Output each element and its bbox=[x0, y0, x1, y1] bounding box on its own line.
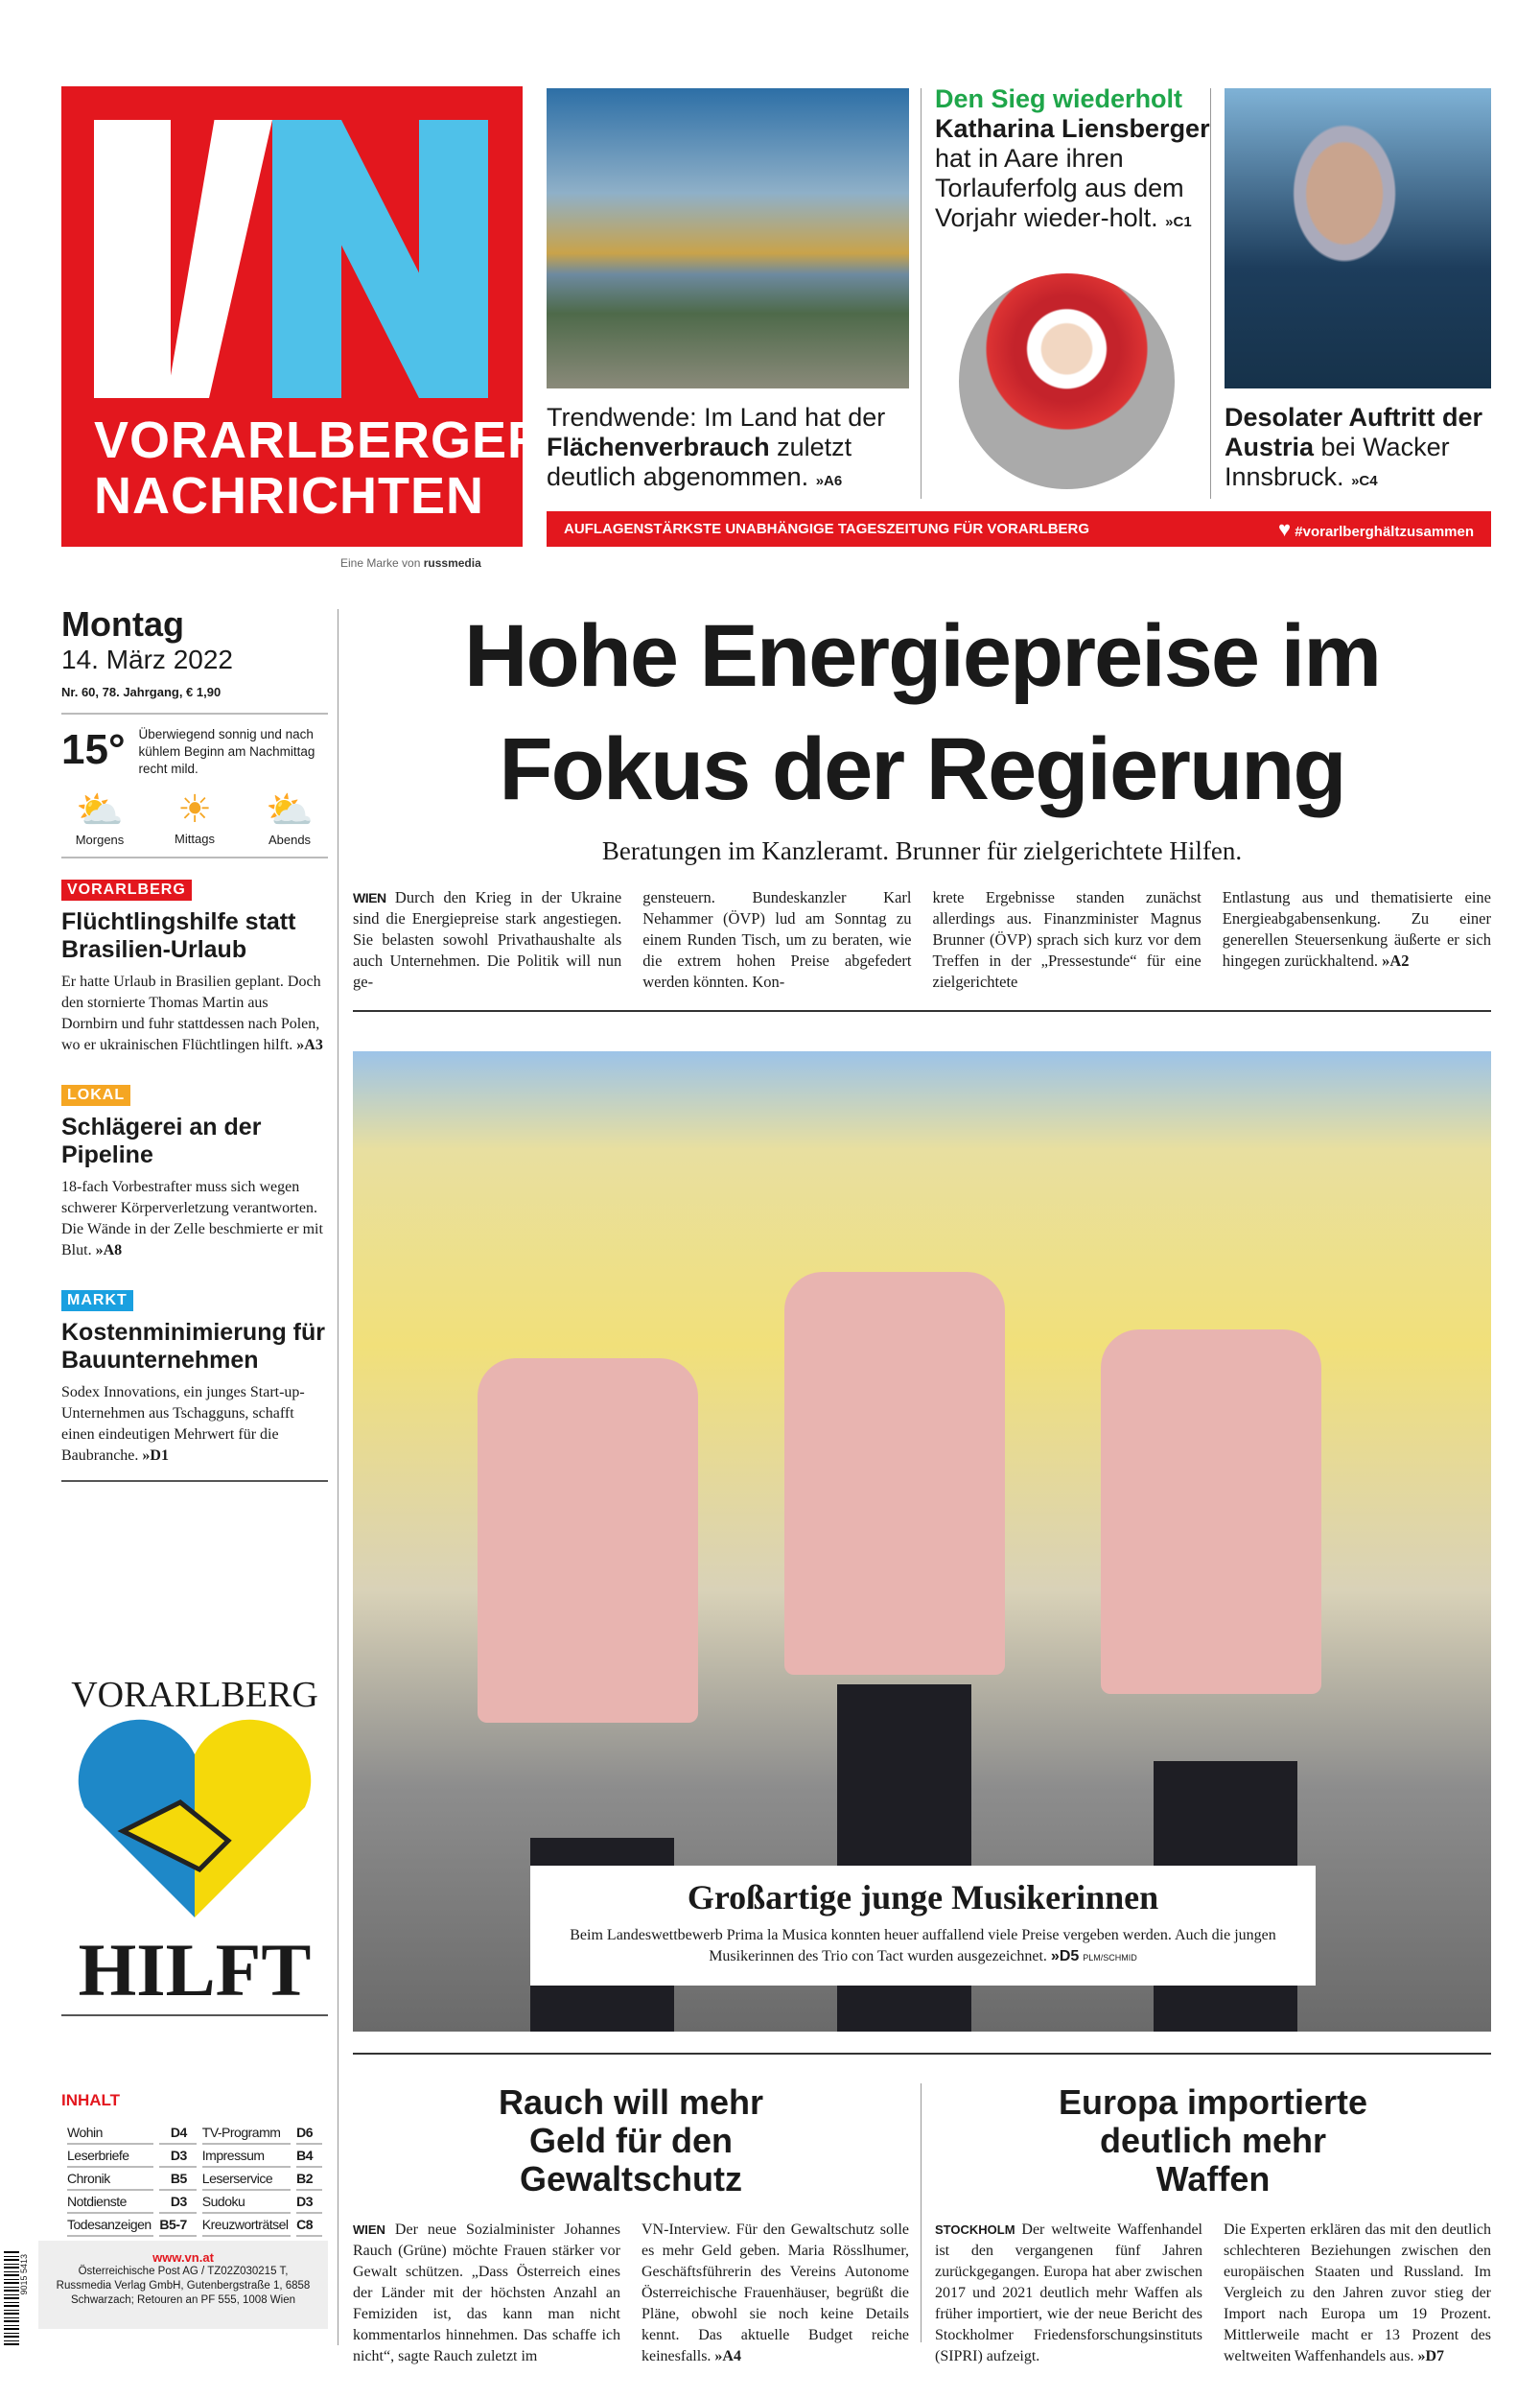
contents-page: B5-7 bbox=[159, 2214, 197, 2237]
page-ref[interactable]: »A2 bbox=[1382, 952, 1410, 970]
partly-cloudy-icon: ⛅ bbox=[266, 789, 314, 832]
rule bbox=[353, 2053, 1491, 2055]
landscape-photo[interactable] bbox=[547, 88, 909, 388]
contents-section: Impressum bbox=[202, 2145, 291, 2168]
vorarlberg-hilft-logo[interactable]: VORARLBERG HILFT bbox=[61, 1674, 328, 2016]
side-story[interactable]: LOKAL Schlägerei an der Pipeline 18-fach Vorbestrafter muss sich wegen schwerer Körperverletzung verantworten. Die Wände in der Zelle beschmierte er mit Blut. »A8 bbox=[61, 1087, 323, 1258]
contents-row[interactable] bbox=[67, 2191, 322, 2214]
contents: INHALT Wohin D4 TV-Programm D6 Leserbriefe D3 Impressum B4 Chronik B5 Leserservice B2 Notdienste D3 Sudoku D3 Todesanzeigen B5-7 Kreuzworträtsel C8 bbox=[61, 2091, 328, 2237]
sun-icon: ☀ bbox=[177, 788, 212, 831]
teaser-austria[interactable]: Desolater Auftritt der Austria bei Wacker Innsbruck. »C4 bbox=[1225, 403, 1483, 491]
divider bbox=[1210, 88, 1211, 499]
temperature: 15° bbox=[61, 726, 126, 773]
contents-section: Chronik bbox=[67, 2168, 153, 2191]
side-story[interactable]: VORARLBERG Flüchtlingshilfe statt Brasilien-Urlaub Er hatte Urlaub in Brasilien geplant. Doch den stornierte Thomas Martin aus Dornbirn und fuhr stattdessen nach Polen, wo er ukrainischen Flüchtlingen hilft. »A3 bbox=[61, 882, 323, 1053]
contents-section: Todesanzeigen bbox=[67, 2214, 153, 2237]
story-waffen[interactable]: Europa importierte deutlich mehr Waffen STOCKHOLM Der weltweite Waffenhandel ist den vergangenen fünf Jahren zurückgegangen. Europa hat aber zwischen 2017 und 2021 deutlich mehr Waffen als früher importiert, wie der neue Bericht des Stockholmer Friedensforschungsinstituts (SIPRI) aufzeigt. Die Experten erklären das mit den deutlich schlechteren Beziehungen zwischen den europäischen Staaten und Russland. Im Vergleich zu den Jahren zuvor stieg der Import nach Europa um 19 Prozent. Mittlerweile macht er 13 Prozent des weltweiten Waffenhandels aus. »D7 bbox=[935, 2082, 1491, 2364]
contents-row[interactable] bbox=[67, 2145, 322, 2168]
skier-photo[interactable] bbox=[959, 273, 1175, 489]
partly-cloudy-icon: ⛅ bbox=[76, 789, 124, 832]
divider bbox=[921, 2083, 922, 2342]
contents-row[interactable] bbox=[67, 2214, 322, 2237]
contents-page: D3 bbox=[159, 2191, 197, 2214]
contents-page: C8 bbox=[296, 2214, 323, 2237]
imprint: www.vn.at Österreichische Post AG / TZ02Z030215 T, Russmedia Verlag GmbH, Gutenbergstraße 1, 6858 Schwarzach; Retouren an PF 555, 1008 Wien bbox=[38, 2241, 328, 2329]
contents-page: D3 bbox=[296, 2191, 323, 2214]
weather bbox=[61, 713, 328, 778]
barcode-number: 9015 5413 bbox=[19, 2254, 29, 2295]
lead-body: WIEN Durch den Krieg in der Ukraine sind die Energiepreise stark angestiegen. Sie belasten sowohl Privathaushalte als auch Unternehmen. Die Politik will nun ge- gensteuern. Bundeskanzler Karl Nehammer (ÖVP) lud am Sonntag zu einem Runden Tisch, um zu beraten, wie die extrem hohen Preise abgefedert werden könnten. Kon- krete Ergebnisse standen zunächst allerdings aus. Finanzminister Magnus Brunner (ÖVP) sprach sich kurz vor dem Treffen in der „Pressestunde“ für eine zielgerichtete Entlastung aus und thematisierte eine Energieabgabensenkung. Zu einer generellen Steuersenkung äußerte er sich hingegen zurückhaltend. »A2 bbox=[353, 888, 1491, 991]
teaser-liensberger[interactable]: Den Sieg wiederholt Katharina Liensberger hat in Aare ihren Torlauferfolg aus dem Vorjahr wieder-holt. »C1 bbox=[935, 84, 1210, 232]
slogan: AUFLAGENSTÄRKSTE UNABHÄNGIGE TAGESZEITUNG FÜR VORARLBERG bbox=[564, 521, 1090, 537]
contents-section: Notdienste bbox=[67, 2191, 153, 2214]
contents-page: B5 bbox=[159, 2168, 197, 2191]
contents-section: Leserbriefe bbox=[67, 2145, 153, 2168]
contents-page: D6 bbox=[296, 2122, 323, 2145]
barcode bbox=[4, 2249, 19, 2345]
heart-icon: ♥ bbox=[1278, 516, 1292, 541]
side-story[interactable]: MARKT Kostenminimierung für Bauunternehmen Sodex Innovations, ein junges Start-up-Unternehmen aus Tschagguns, schafft einen eindeutigen Mehrwert für die Baubranche. »D1 bbox=[61, 1290, 328, 1482]
contents-row[interactable] bbox=[67, 2122, 322, 2145]
logo-line-2: NACHRICHTEN bbox=[94, 467, 484, 525]
left-column: Montag 14. März 2022 Nr. 60, 78. Jahrgang, € 1,90 15° Überwiegend sonnig und nach kühlem Beginn am Nachmittag recht mild. ⛅ Morgens ☀ Mittags ⛅ Abends VORARLBERG Flüchtlingshilfe statt Brasilien-Urlaub Er hatte Urlaub in Brasilien geplant. Doch den stornierte Thomas Martin aus Dornbirn und fuhr stattdessen nach Polen, wo er ukrainischen Flüchtlingen hilft. »A3 LOKAL Schlägerei an der Pipeline 18-fach Vorbestrafter muss sich wegen schwerer Körperverletzung verantworten. Die Wände in der Zelle beschmierte er mit Blut. »A8 MARKT Kostenminimierung für Bauunternehmen Sodex Innovations, ein junges Start-up-Unternehmen aus Tschagguns, schafft einen eindeutigen Mehrwert für die Baubranche. »D1 bbox=[61, 604, 328, 1482]
logo-line-1: VORARLBERGER bbox=[94, 411, 547, 469]
contents-page: D4 bbox=[159, 2122, 197, 2145]
teaser-flaechen[interactable]: Trendwende: Im Land hat der Flächenverbrauch zuletzt deutlich abgenommen. »A6 bbox=[547, 403, 886, 491]
contents-section: Sudoku bbox=[202, 2191, 291, 2214]
contents-section: Kreuzworträtsel bbox=[202, 2214, 291, 2237]
divider bbox=[921, 88, 922, 499]
contents-section: Leserservice bbox=[202, 2168, 291, 2191]
rule bbox=[353, 1010, 1491, 1012]
lead-subhead: Beratungen im Kanzleramt. Brunner für zielgerichtete Hilfen. bbox=[601, 836, 1243, 865]
weather-text: Überwiegend sonnig und nach kühlem Beginn am Nachmittag recht mild. bbox=[138, 727, 315, 776]
weekday: Montag bbox=[61, 604, 184, 644]
coach-photo[interactable] bbox=[1225, 88, 1491, 388]
contents-table bbox=[61, 2122, 328, 2237]
contents-row[interactable] bbox=[67, 2168, 322, 2191]
story-rauch[interactable]: Rauch will mehr Geld für den Gewaltschutz WIEN Der neue Sozialminister Johannes Rauch (Grüne) möchte Frauen stärker vor Gewalt schützen. „Dass Österreich eines der Länder mit der höchsten Anzahl an Femiziden ist, das kann man nicht kommentarlos hinnehmen. Das schaffe ich nicht“, sagte Rauch zuletzt im VN-Interview. Für den Gewaltschutz solle es mehr Geld geben. Maria Rösslhumer, Geschäftsführerin des Vereins Autonome Österreichische Frauenhäuser, begrüßt die Pläne, obwohl sie noch keine Details kennt. Das aktuelle Budget reiche keinesfalls. »A4 bbox=[353, 2082, 909, 2364]
photo-caption: Großartige junge Musikerinnen Beim Landeswettbewerb Prima la Musica konnten heuer auffallend viele Preise vergeben werden. Auch die jungen Musikerinnen des Trio con Tact wurden ausgezeichnet. »D5 PLM/SCHMID bbox=[530, 1866, 1316, 1986]
date: 14. März 2022 bbox=[61, 645, 233, 674]
slogan-banner bbox=[547, 511, 1491, 547]
contents-section: Wohin bbox=[67, 2122, 153, 2145]
contents-page: D3 bbox=[159, 2145, 197, 2168]
hashtag[interactable]: ♥ #vorarlberghältzusammen bbox=[1278, 516, 1474, 541]
website-link[interactable]: www.vn.at bbox=[152, 2250, 214, 2265]
issue-info: Nr. 60, 78. Jahrgang, € 1,90 bbox=[61, 685, 222, 699]
brand-note: Eine Marke von russmedia bbox=[340, 556, 481, 570]
lead-headline[interactable]: Hohe Energiepreise im Fokus der Regierung bbox=[464, 607, 1380, 818]
contents-page: B2 bbox=[296, 2168, 323, 2191]
contents-section: TV-Programm bbox=[202, 2122, 291, 2145]
heart-handshake-icon bbox=[65, 1716, 324, 1927]
vn-logo[interactable] bbox=[61, 86, 547, 547]
contents-page: B4 bbox=[296, 2145, 323, 2168]
